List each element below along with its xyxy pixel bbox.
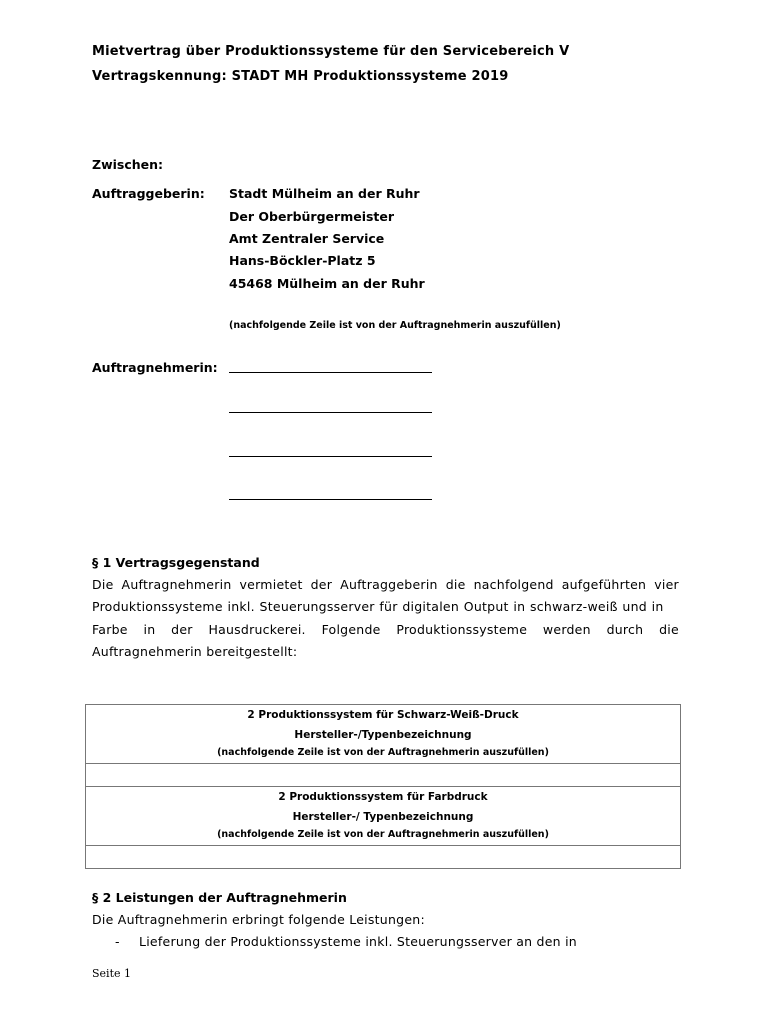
word: die <box>659 622 679 637</box>
section2-heading: § 2 Leistungen der Auftragnehmerin <box>92 890 347 905</box>
contract-id: Vertragskennung: STADT MH Produktionssysteme 2019 <box>92 69 509 84</box>
word: werden <box>542 622 591 637</box>
word: Produktionssysteme <box>396 622 528 637</box>
section2-bullet1: Lieferung der Produktionssysteme inkl. Steuerungsserver an den in <box>139 934 577 949</box>
word: vier <box>654 577 679 592</box>
contractor-field-line-1[interactable] <box>229 372 432 373</box>
section1-line2: Produktionssysteme inkl. Steuerungsserver für digitalen Output in schwarz-weiß und in <box>92 599 664 614</box>
word: in <box>143 622 156 637</box>
word: Auftraggeberin <box>340 577 438 592</box>
section1-line3 <box>92 622 679 637</box>
word: der <box>171 622 193 637</box>
section1-line4: Auftragnehmerin bereitgestellt: <box>92 644 298 659</box>
color-subtitle: Hersteller-/ Typenbezeichnung <box>292 811 474 823</box>
bw-entry-cell[interactable] <box>86 764 681 787</box>
client-department: Amt Zentraler Service <box>229 231 385 246</box>
color-note: (nachfolgende Zeile ist von der Auftragnehmerin auszufüllen) <box>217 829 549 840</box>
word: Farbe <box>92 622 128 637</box>
contractor-field-line-3[interactable] <box>229 456 432 457</box>
color-header-cell <box>86 787 681 846</box>
bw-title: 2 Produktionssystem für Schwarz-Weiß-Druck <box>247 709 519 721</box>
document-title: Mietvertrag über Produktionssysteme für den Servicebereich V <box>92 44 570 59</box>
color-title: 2 Produktionssystem für Farbdruck <box>278 791 488 803</box>
bw-note: (nachfolgende Zeile ist von der Auftragnehmerin auszufüllen) <box>217 747 549 758</box>
contractor-field-line-2[interactable] <box>229 412 432 413</box>
section1-line1 <box>92 577 679 592</box>
word: nachfolgend <box>473 577 554 592</box>
client-city: 45468 Mülheim an der Ruhr <box>229 276 425 291</box>
word: der <box>310 577 333 592</box>
between-label: Zwischen: <box>92 157 164 172</box>
bw-header-cell <box>86 705 681 764</box>
contractor-label: Auftragnehmerin: <box>92 360 218 375</box>
word: vermietet <box>239 577 303 592</box>
word: aufgeführten <box>561 577 647 592</box>
word: durch <box>606 622 644 637</box>
word: Folgende <box>321 622 381 637</box>
client-name: Stadt Mülheim an der Ruhr <box>229 186 420 201</box>
systems-table <box>85 704 681 869</box>
section1-heading: § 1 Vertragsgegenstand <box>92 555 260 570</box>
color-entry-cell[interactable] <box>86 846 681 869</box>
client-label: Auftraggeberin: <box>92 186 205 201</box>
contractor-field-line-4[interactable] <box>229 499 432 500</box>
bw-subtitle: Hersteller-/Typenbezeichnung <box>294 729 472 741</box>
word: Hausdruckerei. <box>208 622 306 637</box>
bullet-marker: - <box>115 934 120 949</box>
client-mayor: Der Oberbürgermeister <box>229 209 395 224</box>
contractor-note: (nachfolgende Zeile ist von der Auftragnehmerin auszufüllen) <box>229 320 561 331</box>
page-number: Seite 1 <box>92 967 131 980</box>
word: Auftragnehmerin <box>121 577 232 592</box>
client-street: Hans-Böckler-Platz 5 <box>229 253 376 268</box>
word: die <box>445 577 466 592</box>
section2-intro: Die Auftragnehmerin erbringt folgende Leistungen: <box>92 912 425 927</box>
word: Die <box>92 577 114 592</box>
